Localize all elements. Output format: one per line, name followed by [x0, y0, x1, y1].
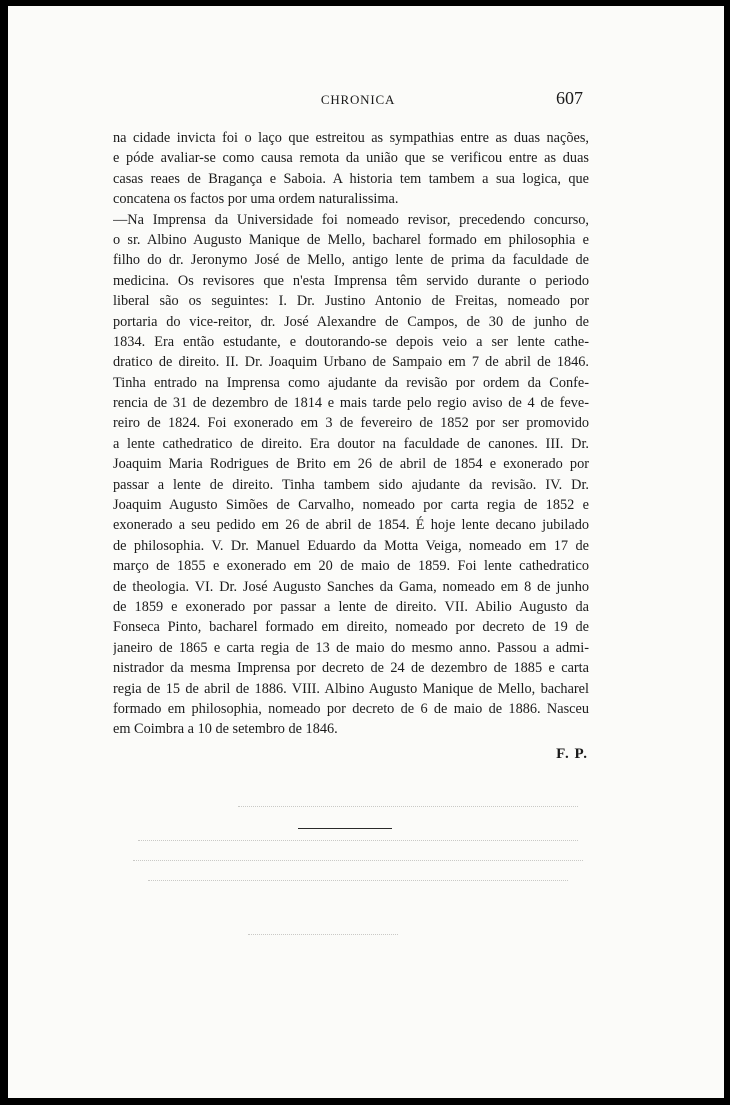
- body-line: a lente cathedratico de direito. Era doutor na faculdade de canones. III. Dr.: [113, 435, 589, 452]
- body-line: Joaquim Maria Rodrigues de Brito em 26 de abril de 1854 e exonerado por: [113, 456, 589, 473]
- body-line: 1834. Era então estudante, e doutorando-se depois veio a ser lente cathe-: [113, 333, 589, 350]
- page-number: 607: [556, 88, 583, 108]
- body-line: filho do dr. Jeronymo José de Mello, antigo lente de prima da faculdade de: [113, 252, 589, 269]
- page-sheet: [8, 6, 724, 1098]
- body-line: o sr. Albino Augusto Manique de Mello, bacharel formado em philosophia e: [113, 231, 589, 248]
- show-through-mark: [248, 934, 398, 936]
- body-line: portaria do vice-reitor, dr. José Alexandre de Campos, de 30 de junho de: [113, 313, 589, 330]
- body-line: dratico de direito. II. Dr. Joaquim Urbano de Sampaio em 7 de abril de 1846.: [113, 354, 589, 371]
- body-line: Fonseca Pinto, bacharel formado em direito, nomeado por decreto de 19 de: [113, 619, 589, 636]
- body-line: reiro de 1824. Foi exonerado em 3 de fevereiro de 1852 por ser promovido: [113, 415, 589, 432]
- body-line: rencia de 31 de dezembro de 1814 e mais tarde pelo regio aviso de 4 de feve-: [113, 395, 589, 412]
- body-line: março de 1855 e exonerado em 20 de maio de 1859. Foi lente cathedratico: [113, 558, 589, 575]
- body-line: passar a lente de direito. Tinha tambem sido ajudante da revisão. IV. Dr.: [113, 476, 589, 493]
- show-through-mark: [238, 806, 578, 808]
- author-signature: F. P.: [556, 746, 588, 762]
- body-line: em Coimbra a 10 de setembro de 1846.: [113, 721, 338, 738]
- section-divider: [298, 828, 392, 829]
- body-line: e póde avaliar-se como causa remota da união que se verificou entre as duas: [113, 150, 589, 167]
- body-line: —Na Imprensa da Universidade foi nomeado revisor, precedendo concurso,: [113, 211, 589, 228]
- body-line: de philosophia. V. Dr. Manuel Eduardo da Motta Veiga, nomeado em 17 de: [113, 537, 589, 554]
- body-line: de theologia. VI. Dr. José Augusto Sanches da Gama, nomeado em 8 de junho: [113, 578, 589, 595]
- body-line: Joaquim Augusto Simões de Carvalho, nomeado por carta regia de 1852 e: [113, 497, 589, 514]
- show-through-mark: [133, 860, 583, 862]
- body-line: na cidade invicta foi o laço que estreitou as sympathias entre as duas nações,: [113, 130, 589, 146]
- body-line: regia de 15 de abril de 1886. VIII. Albino Augusto Manique de Mello, bacharel: [113, 680, 589, 697]
- body-line: formado em philosophia, nomeado por decreto de 6 de maio de 1886. Nasceu: [113, 700, 589, 717]
- body-line: medicina. Os revisores que n'esta Imprensa têm servido durante o periodo: [113, 272, 589, 289]
- chronica-paragraphs: [113, 128, 589, 740]
- body-line: Tinha entrado na Imprensa como ajudante da revisão por ordem da Confe-: [113, 374, 589, 391]
- body-line: liberal são os seguintes: I. Dr. Justino Antonio de Freitas, nomeado por: [113, 293, 589, 310]
- show-through-mark: [148, 880, 568, 882]
- body-line: concatena os factos por uma ordem naturalissima.: [113, 191, 399, 208]
- body-line: de 1859 e exonerado por passar a lente de direito. VII. Abilio Augusto da: [113, 598, 589, 615]
- body-line: nistrador da mesma Imprensa por decreto de 24 de dezembro de 1885 e carta: [113, 660, 589, 677]
- body-line: exonerado a seu pedido em 26 de abril de 1854. É hoje lente decano jubilado: [113, 517, 589, 534]
- body-line: janeiro de 1865 e carta regia de 13 de maio do mesmo anno. Passou a admi-: [113, 639, 589, 656]
- running-title: CHRONICA: [320, 92, 396, 107]
- show-through-mark: [138, 840, 578, 842]
- body-line: casas reaes de Bragança e Saboia. A historia tem tambem a sua logica, que: [113, 170, 589, 187]
